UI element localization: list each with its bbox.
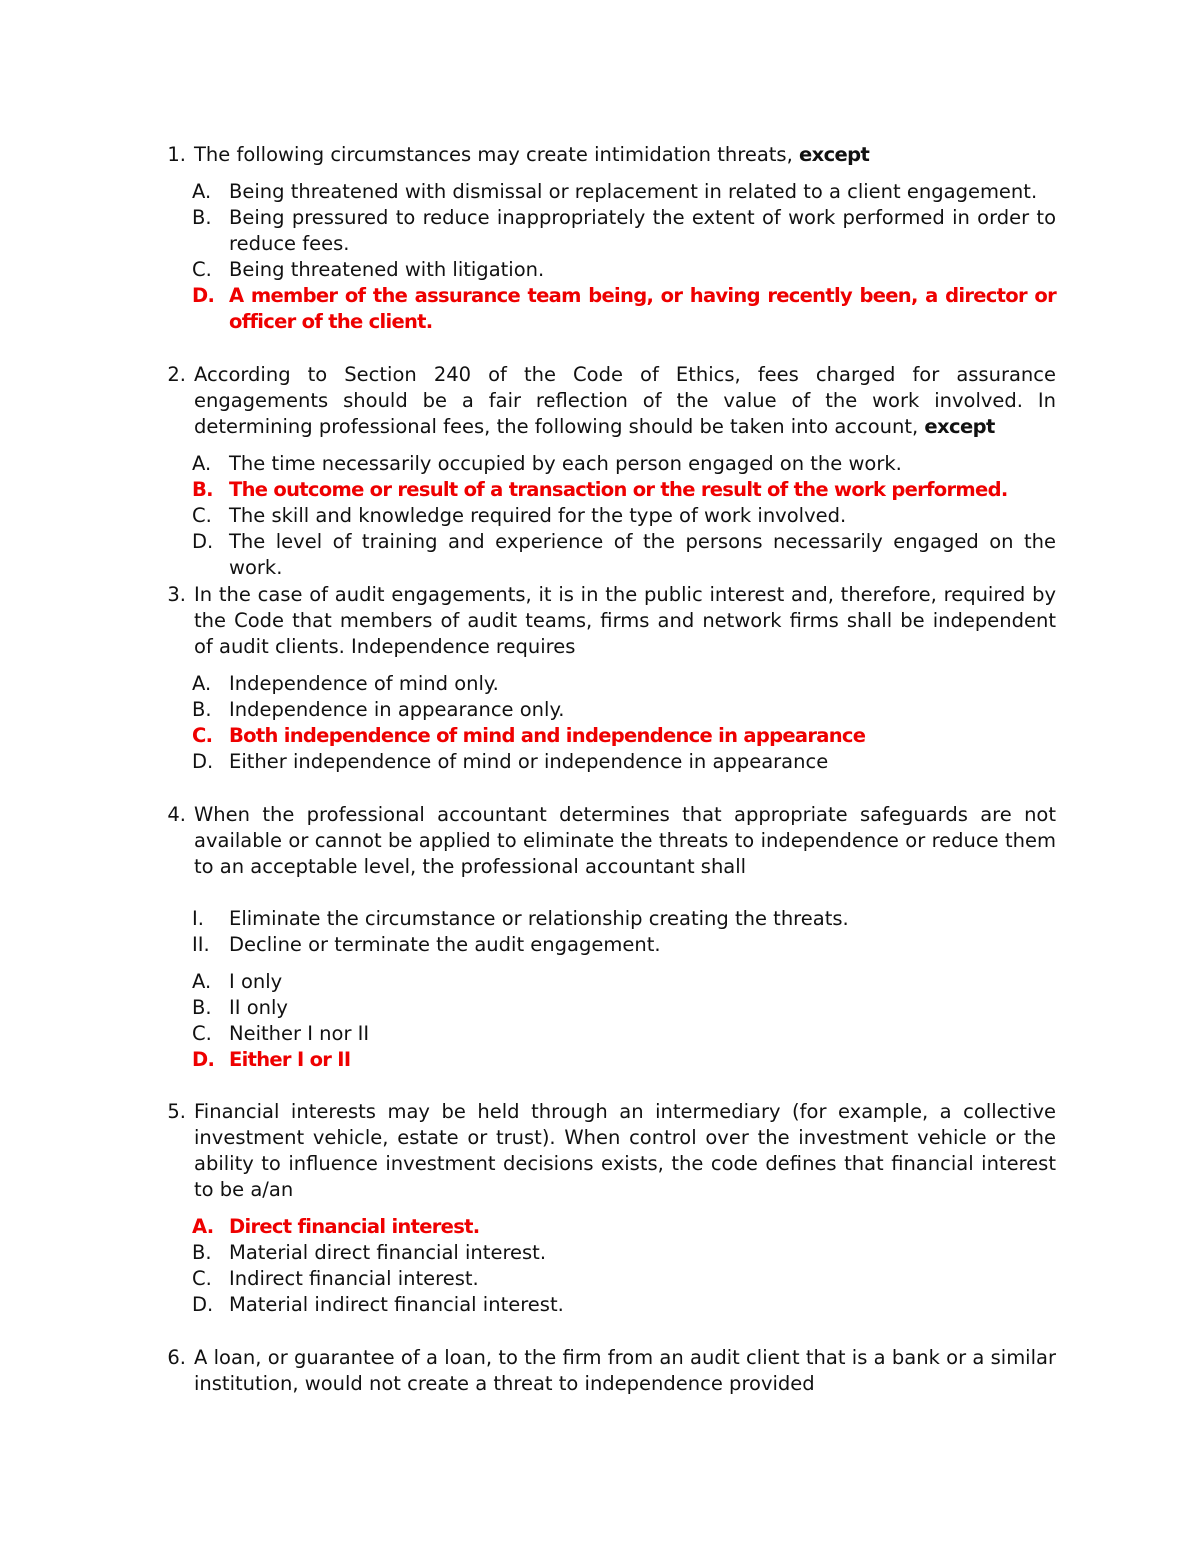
choice-letter: D. (192, 1048, 215, 1071)
choice-b (150, 995, 1056, 1021)
question-stem (150, 1099, 1056, 1203)
question-5 (150, 1099, 1056, 1318)
question-text: The following circumstances may create intimidation threats, (194, 143, 793, 166)
statement-i (150, 906, 1056, 932)
statement-text: Eliminate the circumstance or relationship creating the threats. (229, 907, 849, 930)
choice-c (150, 257, 1056, 283)
choice-b (150, 697, 1056, 723)
choice-text: Independence of mind only. (229, 672, 499, 695)
choice-d (150, 529, 1056, 581)
choice-text: Being threatened with litigation. (229, 258, 545, 281)
statement-text: Decline or terminate the audit engagement. (229, 933, 661, 956)
choice-a (150, 179, 1056, 205)
question-emphasis: except (924, 415, 995, 438)
statement-ii (150, 932, 1056, 958)
choice-letter: C. (192, 724, 213, 747)
choice-letter: C. (192, 258, 212, 281)
question-text: According to Section 240 of the Code of Ethics, fees charged for assurance engagements should be a fair reflection of the value of the work involved. In determining professional fees, the following should be taken into account, (194, 363, 1056, 438)
question-text: A loan, or guarantee of a loan, to the firm from an audit client that is a bank or a similar institution, would not create a threat to independence provided (194, 1346, 1056, 1395)
choice-letter: C. (192, 504, 212, 527)
choice-text: The time necessarily occupied by each person engaged on the work. (229, 452, 902, 475)
question-3 (150, 582, 1056, 775)
choice-letter: A. (192, 672, 212, 695)
choice-a (150, 671, 1056, 697)
choice-list (150, 451, 1056, 581)
question-number: 1. (167, 143, 186, 166)
question-2 (150, 362, 1056, 581)
question-text: When the professional accountant determines that appropriate safeguards are not available or cannot be applied to eliminate the threats to independence or reduce them to an acceptable level, the professional accountant shall (194, 803, 1056, 878)
choice-text: Both independence of mind and independence in appearance (229, 724, 866, 747)
question-stem (150, 582, 1056, 660)
choice-a (150, 969, 1056, 995)
choice-text: Indirect financial interest. (229, 1267, 479, 1290)
choice-d-correct (150, 283, 1056, 335)
choice-text: Material direct financial interest. (229, 1241, 547, 1264)
question-text: In the case of audit engagements, it is in the public interest and, therefore, required by the Code that members of audit teams, firms and network firms shall be independent of audit clients. Independence requires (194, 583, 1056, 658)
choice-letter: B. (192, 206, 212, 229)
choice-list (150, 179, 1056, 335)
choice-letter: B. (192, 1241, 212, 1264)
choice-letter: A. (192, 180, 212, 203)
choice-letter: D. (192, 750, 214, 773)
question-4 (150, 802, 1056, 1073)
question-text: Financial interests may be held through an intermediary (for example, a collective investment vehicle, estate or trust). When control over the investment vehicle or the ability to influence investment decisions exists, the code defines that financial interest to be a/an (194, 1100, 1056, 1201)
choice-c (150, 1266, 1056, 1292)
question-stem (150, 142, 1056, 168)
choice-letter: D. (192, 1293, 214, 1316)
choice-list (150, 969, 1056, 1073)
choice-text: Material indirect financial interest. (229, 1293, 564, 1316)
choice-letter: A. (192, 452, 212, 475)
question-number: 6. (167, 1346, 186, 1369)
choice-c (150, 503, 1056, 529)
choice-letter: A. (192, 1215, 214, 1238)
choice-text: Either independence of mind or independence in appearance (229, 750, 829, 773)
question-stem (150, 1345, 1056, 1397)
choice-text: A member of the assurance team being, or having recently been, a director or officer of the client. (229, 284, 1056, 333)
choice-list (150, 671, 1056, 775)
choice-letter: C. (192, 1267, 212, 1290)
choice-text: Neither I nor II (229, 1022, 370, 1045)
question-number: 3. (167, 583, 186, 606)
statement-numeral: I. (192, 907, 204, 930)
choice-letter: C. (192, 1022, 212, 1045)
choice-letter: B. (192, 478, 213, 501)
question-1 (150, 142, 1056, 335)
statement-numeral: II. (192, 933, 210, 956)
choice-a (150, 451, 1056, 477)
choice-text: Being pressured to reduce inappropriately the extent of work performed in order to reduce fees. (229, 206, 1056, 255)
question-stem (150, 802, 1056, 880)
choice-text: II only (229, 996, 288, 1019)
choice-list (150, 1214, 1056, 1318)
choice-text: The level of training and experience of the persons necessarily engaged on the work. (229, 530, 1056, 579)
choice-b (150, 205, 1056, 257)
question-number: 2. (167, 363, 186, 386)
choice-letter: B. (192, 996, 212, 1019)
choice-a-correct (150, 1214, 1056, 1240)
choice-letter: D. (192, 284, 215, 307)
choice-letter: B. (192, 698, 212, 721)
choice-b (150, 1240, 1056, 1266)
statement-list (150, 906, 1056, 958)
choice-letter: D. (192, 530, 214, 553)
choice-text: Direct financial interest. (229, 1215, 480, 1238)
choice-d (150, 749, 1056, 775)
question-number: 5. (167, 1100, 186, 1123)
choice-text: Independence in appearance only. (229, 698, 565, 721)
choice-b-correct (150, 477, 1056, 503)
choice-text: The skill and knowledge required for the type of work involved. (229, 504, 847, 527)
choice-text: I only (229, 970, 283, 993)
choice-c-correct (150, 723, 1056, 749)
choice-text: Either I or II (229, 1048, 351, 1071)
choice-letter: A. (192, 970, 212, 993)
choice-d-correct (150, 1047, 1056, 1073)
choice-text: The outcome or result of a transaction or the result of the work performed. (229, 478, 1008, 501)
choice-d (150, 1292, 1056, 1318)
question-emphasis: except (798, 143, 870, 166)
choice-text: Being threatened with dismissal or replacement in related to a client engagement. (229, 180, 1038, 203)
choice-c (150, 1021, 1056, 1047)
question-number: 4. (167, 803, 186, 826)
question-6 (150, 1345, 1056, 1397)
question-stem (150, 362, 1056, 440)
